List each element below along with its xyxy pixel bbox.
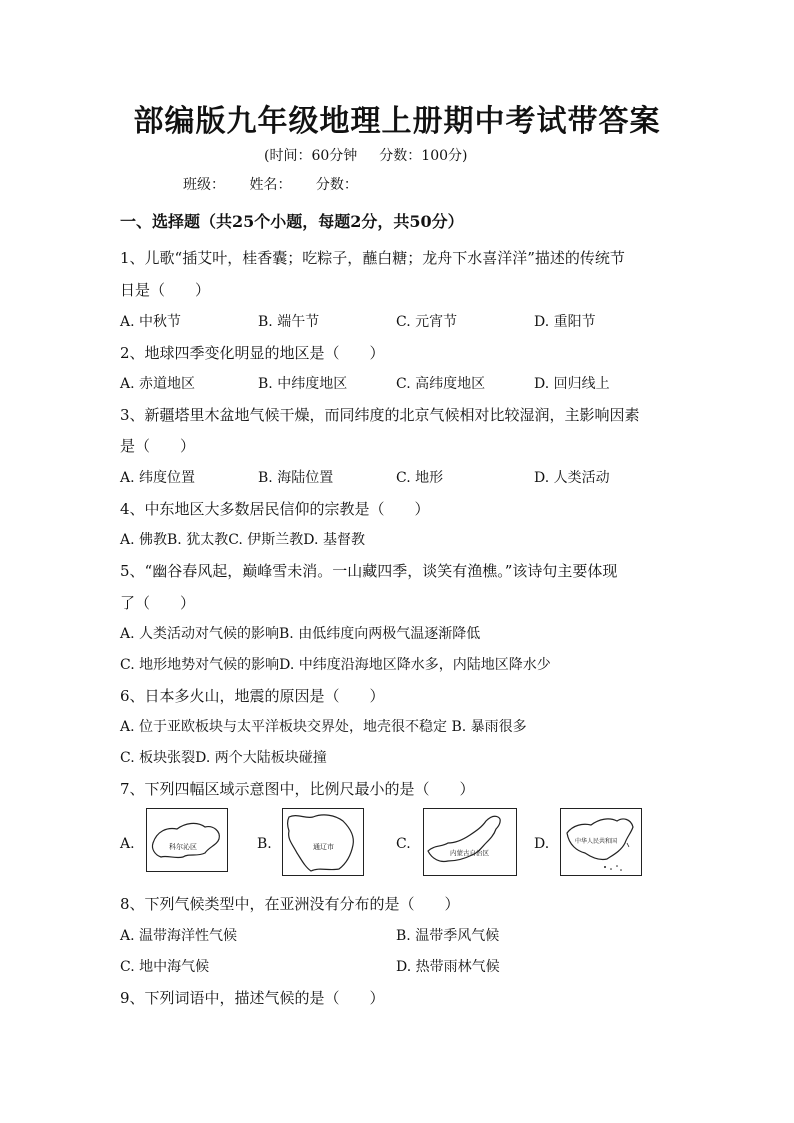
q3-text-line1: 3、新疆塔里木盆地气候干燥，而同纬度的北京气候相对比较湿润，主影响因素	[120, 406, 640, 424]
q2-option-a: A. 赤道地区	[120, 376, 196, 392]
q5-options-ab: A. 人类活动对气候的影响B. 由低纬度向两极气温逐渐降低	[120, 626, 481, 642]
total-score: 分数：100分)	[379, 148, 468, 164]
score-label: 分数：	[315, 177, 358, 193]
q8-option-a: A. 温带海洋性气候	[120, 928, 238, 944]
q7-option-d-label: D.	[534, 836, 550, 852]
q1-option-b: B. 端午节	[258, 314, 320, 330]
q5-options-cd: C. 地形地势对气候的影响D. 中纬度沿海地区降水多，内陆地区降水少	[120, 657, 551, 673]
time-limit: (时间：60分钟	[264, 148, 358, 164]
section-heading: 一、选择题（共25个小题，每题2分，共50分）	[120, 212, 464, 231]
q7-map-c	[423, 808, 517, 876]
q6-text-line1: 6、日本多火山，地震的原因是（ ）	[120, 687, 385, 705]
q3-option-a: A. 纬度位置	[120, 470, 196, 486]
q2-option-b: B. 中纬度地区	[258, 376, 348, 392]
q5-text-line2: 了（ ）	[120, 594, 196, 612]
q7-text-line1: 7、下列四幅区域示意图中，比例尺最小的是（ ）	[120, 780, 475, 798]
region-map-icon	[424, 809, 516, 875]
time-score-line	[264, 145, 467, 165]
q1-option-a: A. 中秋节	[120, 314, 182, 330]
q1-option-d: D. 重阳节	[534, 314, 596, 330]
q8-text-line1: 8、下列气候类型中，在亚洲没有分布的是（ ）	[120, 895, 460, 913]
q1-option-c: C. 元宵节	[396, 314, 458, 330]
q8-option-b: B. 温带季风气候	[396, 928, 500, 944]
map-b-label: 通辽市	[313, 843, 334, 851]
q7-map-options	[120, 808, 660, 880]
q7-option-c-label: C.	[396, 836, 411, 852]
q3-option-b: B. 海陆位置	[258, 470, 334, 486]
district-map-icon	[147, 809, 227, 871]
q8-option-d: D. 热带雨林气候	[396, 959, 500, 975]
q5-text-line1: 5、“幽谷春风起，巅峰雪未消。一山藏四季，谈笑有渔樵。”该诗句主要体现	[120, 562, 618, 580]
q4-text-line1: 4、中东地区大多数居民信仰的宗教是（ ）	[120, 500, 430, 518]
q3-option-d: D. 人类活动	[534, 470, 610, 486]
q7-map-d	[560, 808, 642, 876]
map-d-label: 中华人民共和国	[575, 838, 618, 845]
q7-option-a-label: A.	[120, 836, 135, 852]
q8-option-c: C. 地中海气候	[120, 959, 210, 975]
q7-map-b	[282, 808, 364, 876]
name-label: 姓名：	[249, 177, 292, 193]
document-title: 部编版九年级地理上册期中考试带答案	[133, 104, 661, 139]
q3-text-line2: 是（ ）	[120, 437, 196, 455]
q7-map-a	[146, 808, 228, 872]
q1-text-line2: 日是（ ）	[120, 281, 211, 299]
q1-text-line1: 1、儿歌“插艾叶，桂香囊；吃粽子，蘸白糖；龙舟下水喜洋洋”描述的传统节	[120, 249, 625, 267]
q6-options-cd: C. 板块张裂D. 两个大陆板块碰撞	[120, 750, 327, 766]
q2-text-line1: 2、地球四季变化明显的地区是（ ）	[120, 344, 385, 362]
q4-options: A. 佛教B. 犹太教C. 伊斯兰教D. 基督教	[120, 532, 365, 548]
country-map-icon	[561, 809, 641, 875]
map-a-label: 科尔沁区	[169, 843, 197, 851]
class-label: 班级：	[183, 177, 225, 193]
q6-options-ab: A. 位于亚欧板块与太平洋板块交界处，地壳很不稳定 B. 暴雨很多	[120, 719, 527, 735]
q2-option-d: D. 回归线上	[534, 376, 610, 392]
city-map-icon	[283, 809, 363, 875]
q7-option-b-label: B.	[257, 836, 272, 852]
q9-text-line1: 9、下列词语中，描述气候的是（ ）	[120, 989, 385, 1007]
q2-option-c: C. 高纬度地区	[396, 376, 486, 392]
map-c-label: 内蒙古自治区	[450, 849, 489, 857]
q3-option-c: C. 地形	[396, 470, 444, 486]
student-info-line	[183, 174, 378, 194]
